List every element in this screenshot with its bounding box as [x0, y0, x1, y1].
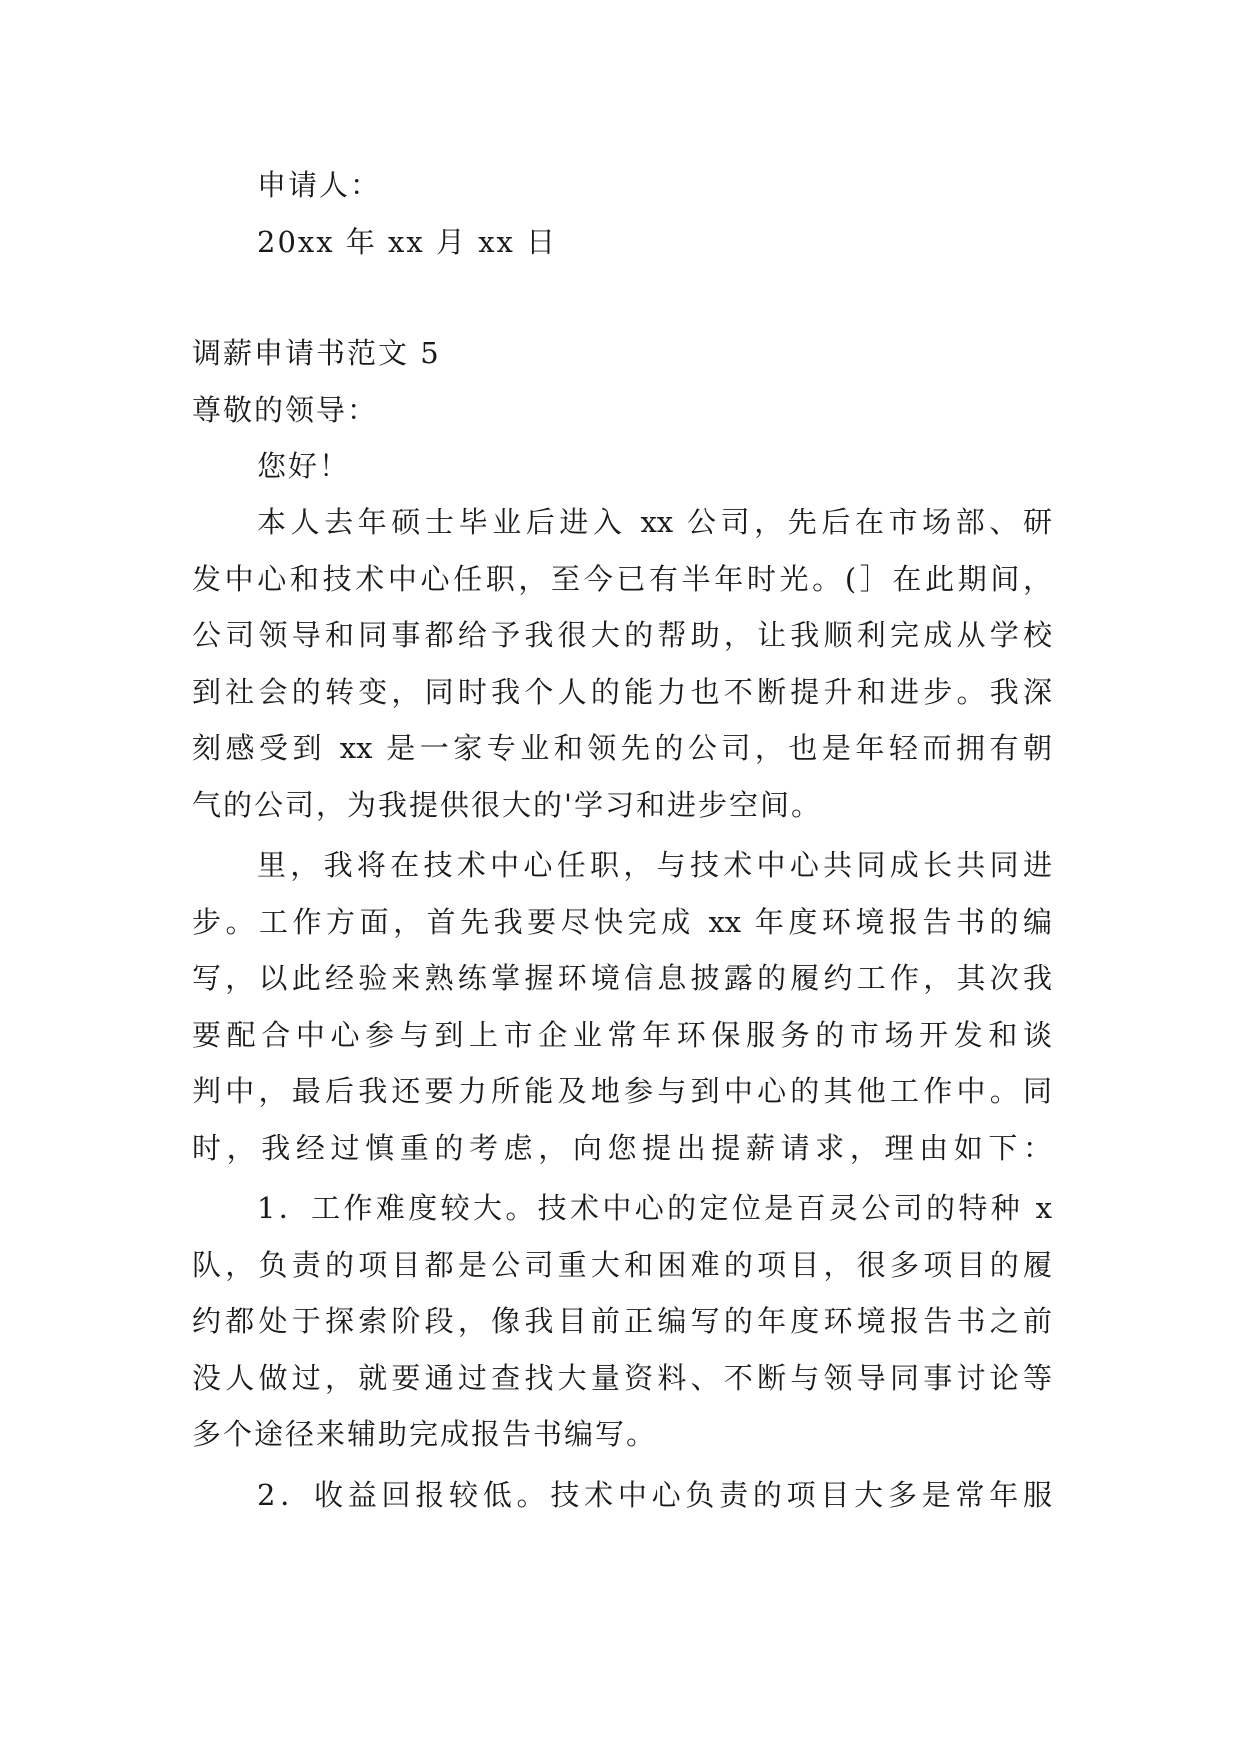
paragraph-1-line: 本人去年硕士毕业后进入 xx 公司，先后在市场部、研 [257, 505, 1052, 539]
paragraph-1-line: 到社会的转变，同时我个人的能力也不断提升和进步。我深 [192, 675, 1052, 709]
paragraph-3-line: 1．工作难度较大。技术中心的定位是百灵公司的特种 x [257, 1191, 1052, 1225]
paragraph-1-line: 气的公司，为我提供很大的'学习和进步空间。 [192, 788, 822, 822]
salutation: 尊敬的领导： [192, 393, 379, 427]
paragraph-1-line: 发中心和技术中心任职，至今已有半年时光。(］在此期间， [192, 562, 1052, 596]
paragraph-1-line: 公司领导和同事都给予我很大的帮助，让我顺利完成从学校 [192, 618, 1052, 652]
signature-date: 20xx 年 xx 月 xx 日 [257, 225, 558, 259]
paragraph-2-line: 步。工作方面，首先我要尽快完成 xx 年度环境报告书的编 [192, 905, 1052, 939]
applicant-label: 申请人： [257, 168, 382, 202]
paragraph-3-line: 多个途径来辅助完成报告书编写。 [192, 1417, 658, 1451]
paragraph-3-line: 队，负责的项目都是公司重大和困难的项目，很多项目的履 [192, 1248, 1052, 1282]
paragraph-1-line: 刻感受到 xx 是一家专业和领先的公司，也是年轻而拥有朝 [192, 731, 1052, 765]
paragraph-2-line: 时，我经过慎重的考虑，向您提出提薪请求，理由如下： [192, 1131, 1052, 1165]
paragraph-2-line: 写，以此经验来熟练掌握环境信息披露的履约工作，其次我 [192, 961, 1052, 995]
paragraph-4-line: 2．收益回报较低。技术中心负责的项目大多是常年服 [257, 1478, 1052, 1512]
paragraph-3-line: 没人做过，就要通过查找大量资料、不断与领导同事讨论等 [192, 1361, 1052, 1395]
paragraph-2-line: 里，我将在技术中心任职，与技术中心共同成长共同进 [257, 848, 1052, 882]
greeting: 您好！ [257, 449, 351, 483]
paragraph-2-line: 要配合中心参与到上市企业常年环保服务的市场开发和谈 [192, 1018, 1052, 1052]
letter-title: 调薪申请书范文 5 [192, 336, 441, 370]
paragraph-2-line: 判中，最后我还要力所能及地参与到中心的其他工作中。同 [192, 1074, 1052, 1108]
paragraph-3-line: 约都处于探索阶段，像我目前正编写的年度环境报告书之前 [192, 1304, 1052, 1338]
